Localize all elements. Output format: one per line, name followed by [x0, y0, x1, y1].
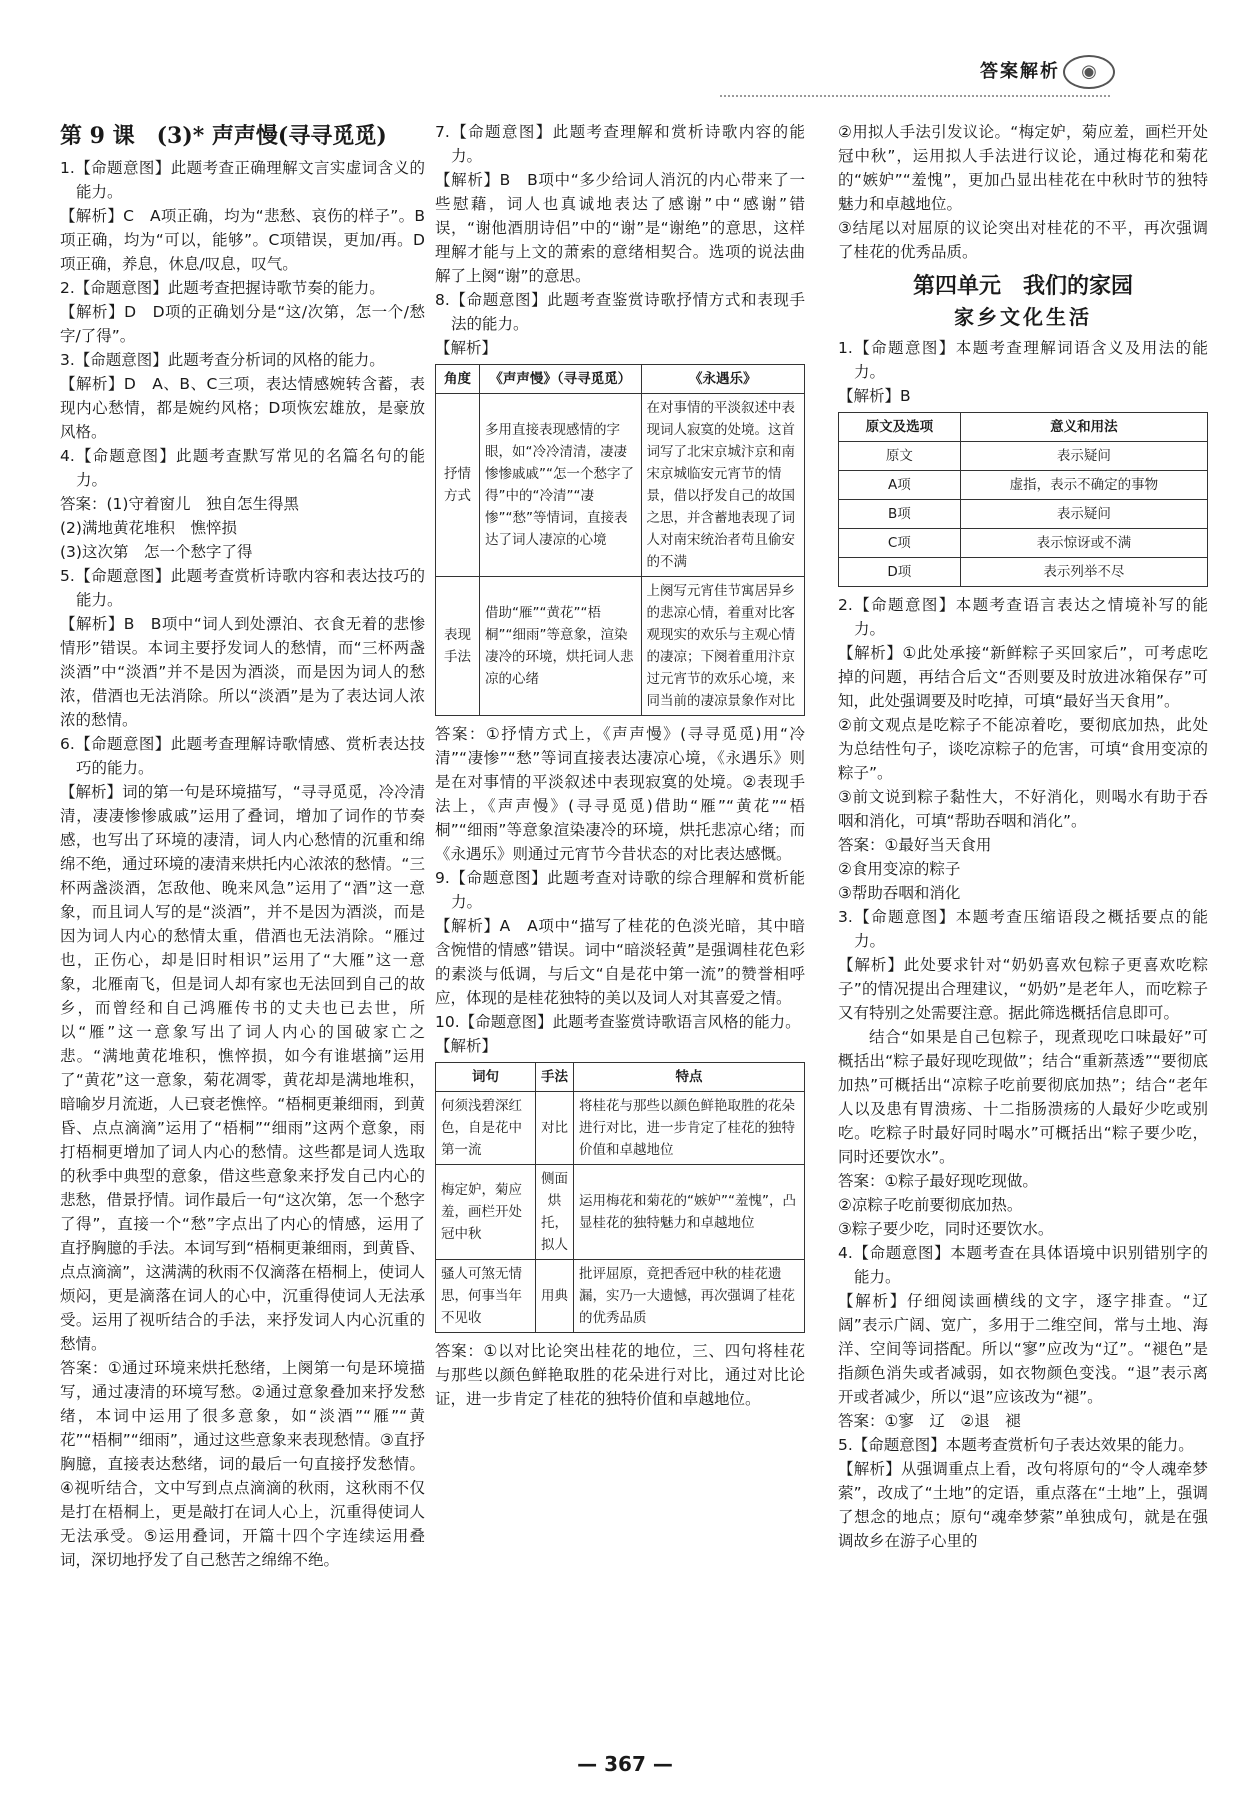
- table-cell: C项: [839, 529, 961, 558]
- table-row: [436, 1165, 805, 1260]
- text-paragraph: 答案：①抒情方式上，《声声慢》(寻寻觅觅)用“冷清”“凄惨”“愁”等词直接表达凄凉心境，《永遇乐》则是在对事情的平淡叙述中表现寂寞的处境。②表现手法上，《声声慢》(寻寻觅觅)借助“雁”“黄花”“梧桐”“细雨”等意象渲染凄冷的环境，烘托悲凉心绪；而《永遇乐》则通过元宵节今昔状态的对比表达感慨。: [435, 725, 805, 863]
- column-1: [60, 120, 425, 1572]
- table-header-cell: 词句: [436, 1063, 536, 1092]
- column-3: [838, 120, 1208, 1553]
- table-cell: D项: [839, 558, 961, 587]
- text-paragraph: 8.【命题意图】此题考查鉴赏诗歌抒情方式和表现手法的能力。: [435, 291, 805, 333]
- table-cell: 运用梅花和菊花的“嫉妒”“羞愧”，凸显桂花的独特魅力和卓越地位: [574, 1165, 805, 1260]
- text-paragraph: (2)满地黄花堆积 憔悴损: [60, 519, 237, 537]
- text-paragraph: 2.【命题意图】本题考查语言表达之情境补写的能力。: [838, 596, 1208, 638]
- lesson-title: 第 9 课 (3)* 声声慢(寻寻觅觅): [60, 123, 387, 149]
- text-paragraph: 2.【命题意图】此题考查把握诗歌节奏的能力。: [60, 279, 385, 297]
- text-paragraph: 答案：①以对比论突出桂花的地位，三、四句将桂花与那些以颜色鲜艳取胜的花朵进行对比，通过对比论证，进一步肯定了桂花的独特价值和卓越地位。: [435, 1342, 805, 1408]
- table-q8-body: [436, 394, 805, 716]
- text-paragraph: 9.【命题意图】此题考查对诗歌的综合理解和赏析能力。: [435, 869, 805, 911]
- text-paragraph: 答案：(1)守着窗儿 独自怎生得黑: [60, 495, 299, 513]
- unit-title: 第四单元 我们的家园: [912, 273, 1133, 299]
- table-cell: 抒情方式: [436, 394, 480, 577]
- table-cell: 上阕写元宵佳节寓居异乡的悲凉心情，着重对比客观现实的欢乐与主观心情的凄凉；下阕着重用汴京过元宵节的欢乐心境，来同当前的凄凉景象作对比: [641, 577, 805, 716]
- text-paragraph: 【解析】: [435, 339, 498, 357]
- text-paragraph: 【解析】B: [838, 387, 911, 405]
- text-paragraph: 7.【命题意图】此题考查理解和赏析诗歌内容的能力。: [435, 123, 805, 165]
- table-cell: 表示疑问: [960, 442, 1207, 471]
- text-paragraph: 【解析】B B项中“多少给词人消沉的内心带来了一些慰藉，词人也真诚地表达了感谢”中“感谢”错误，“谢他酒朋诗侣”中的“谢”是“谢绝”的意思，这样理解才能与上文的萧索的意绪相契合。选项的说法曲解了上阕“谢”的意思。: [435, 171, 805, 285]
- table-row: [839, 529, 1208, 558]
- table-row: [436, 577, 805, 716]
- table-q10-body: [436, 1092, 805, 1333]
- text-paragraph: 【解析】: [435, 1037, 498, 1055]
- table-unit-q1-body: [839, 442, 1208, 587]
- column-3-text-c: [838, 593, 1208, 1553]
- table-cell: 表现手法: [436, 577, 480, 716]
- table-cell: 骚人可煞无情思，何事当年不见收: [436, 1260, 536, 1333]
- column-2: [435, 120, 805, 1411]
- table-cell: 原文: [839, 442, 961, 471]
- column-2-text-c: [435, 1339, 805, 1411]
- table-header-cell: 原文及选项: [839, 413, 961, 442]
- table-header-cell: 角度: [436, 365, 480, 394]
- table-row: [839, 442, 1208, 471]
- text-paragraph: 【解析】从强调重点上看，改句将原句的“令人魂牵梦萦”，改成了“土地”的定语，重点落在“土地”上，强调了想念的地点；原句“魂牵梦萦”单独成句，就是在强调故乡在游子心里的: [838, 1460, 1208, 1550]
- text-paragraph: 【解析】B B项中“词人到处漂泊、衣食无着的悲惨情形”错误。本词主要抒发词人的愁情，而“三杯两盏淡酒”中“淡酒”并不是因为酒淡，而是因为词人的愁浓，借酒也无法消除。所以“淡酒”是为了表达词人浓浓的愁情。: [60, 615, 425, 729]
- table-cell: 批评屈原，竟把香冠中秋的桂花遗漏，实乃一大遗憾，再次强调了桂花的优秀品质: [574, 1260, 805, 1333]
- table-cell: 借助“雁”“黄花”“梧桐”“细雨”等意象，渲染凄冷的环境，烘托词人悲凉的心绪: [480, 577, 642, 716]
- table-cell: 将桂花与那些以颜色鲜艳取胜的花朵进行对比，进一步肯定了桂花的独特价值和卓越地位: [574, 1092, 805, 1165]
- table-row: [839, 471, 1208, 500]
- text-paragraph: 答案：①通过环境来烘托愁绪，上阕第一句是环境描写，通过凄清的环境写愁。②通过意象叠加来抒发愁绪，本词中运用了很多意象，如“淡酒”“雁”“黄花”“梧桐”“细雨”，通过这些意象来表现愁情。③直抒胸臆，直接表达愁绪，词的最后一句直接抒发愁情。④视听结合，文中写到点点滴滴的秋雨，这秋雨不仅是打在梧桐上，更是敲打在词人心上，沉重得使词人无法承受。⑤运用叠词，开篇十四个字连续运用叠词，深切地抒发了自己愁苦之绵绵不绝。: [60, 1359, 425, 1569]
- text-paragraph: 1.【命题意图】此题考查正确理解文言实虚词含义的能力。: [60, 159, 425, 201]
- text-paragraph: ②食用变凉的粽子: [838, 860, 961, 878]
- column-3-text-b: [838, 336, 1208, 408]
- table-row: [436, 1260, 805, 1333]
- table-row: [436, 1092, 805, 1165]
- text-paragraph: ②凉粽子吃前要彻底加热。: [838, 1196, 1023, 1214]
- text-paragraph: 10.【命题意图】此题考查鉴赏诗歌语言风格的能力。: [435, 1013, 801, 1031]
- text-paragraph: ②用拟人手法引发议论。“梅定妒，菊应羞，画栏开处冠中秋”，运用拟人手法进行议论，通过梅花和菊花的“嫉妒”“羞愧”，更加凸显出桂花在中秋时节的独特魅力和卓越地位。: [838, 123, 1208, 213]
- text-paragraph: 【解析】词的第一句是环境描写，“寻寻觅觅，冷冷清清，凄凄惨惨戚戚”运用了叠词，增加了词作的节奏感，也写出了环境的凄清，词人内心愁情的沉重和绵绵不绝，通过环境的凄清来烘托内心浓浓的愁情。“三杯两盏淡酒，怎敌他、晚来风急”运用了“酒”这一意象，而且词人写的是“淡酒”，并不是因为酒淡，而是因为词人内心的愁情太重，借酒也无法消除。“雁过也，正伤心，却是旧时相识”运用了“大雁”这一意象，北雁南飞，但是词人却有家也无法回到自己的故乡，而曾经和自己鸿雁传书的丈夫也已去世，所以“雁”这一意象写出了词人内心的国破家亡之悲。“满地黄花堆积，憔悴损，如今有谁堪摘”运用了“黄花”这一意象，菊花凋零，黄花却是满地堆积，暗喻岁月流逝，人已衰老憔悴。“梧桐更兼细雨，到黄昏、点点滴滴”运用了“梧桐”“细雨”这两个意象，雨打梧桐更增加了词人内心的愁情。这些都是词人选取的秋季中典型的意象，借这些意象来抒发自己内心的悲愁，借景抒情。词作最后一句“这次第，怎一个愁字了得”，直接一个“愁”字点出了内心的情感，运用了直抒胸臆的手法。本词写到“梧桐更兼细雨，到黄昏、点点滴滴”，这满满的秋雨不仅滴落在梧桐上，使词人烦闷，更是滴落在词人的心中，沉重得使词人无法承受。运用了视听结合的手法，来抒发词人内心沉重的愁情。: [60, 783, 425, 1353]
- table-cell: 侧面烘托，拟人: [536, 1165, 574, 1260]
- table-row: [839, 558, 1208, 587]
- header-rule: [720, 95, 1110, 97]
- column-1-text: [60, 156, 425, 1572]
- text-paragraph: (3)这次第 怎一个愁字了得: [60, 543, 253, 561]
- table-header-cell: 手法: [536, 1063, 574, 1092]
- text-paragraph: 【解析】①此处承接“新鲜粽子买回家后”，可考虑吃掉的问题，再结合后文“否则要及时放进冰箱保存”可知，此处强调要及时吃掉，可填“最好当天食用”。: [838, 644, 1208, 710]
- table-cell: 多用直接表现感情的字眼，如“冷冷清清，凄凄惨惨戚戚”“怎一个愁字了得”中的“冷清”“凄惨”“愁”等情词，直接表达了词人凄凉的心境: [480, 394, 642, 577]
- text-paragraph: ②前文观点是吃粽子不能凉着吃，要彻底加热，此处为总结性句子，谈吃凉粽子的危害，可填“食用变凉的粽子”。: [838, 716, 1208, 782]
- text-paragraph: 【解析】D A、B、C三项，表达情感婉转含蓄，表现内心愁情，都是婉约风格；D项恢宏雄放，是豪放风格。: [60, 375, 425, 441]
- table-cell: 表示列举不尽: [960, 558, 1207, 587]
- text-paragraph: ③前文说到粽子黏性大，不好消化，则喝水有助于吞咽和消化，可填“帮助吞咽和消化”。: [838, 788, 1208, 830]
- text-paragraph: 【解析】D D项的正确划分是“这/次第，怎一个/愁字/了得”。: [60, 303, 425, 345]
- text-paragraph: 6.【命题意图】此题考查理解诗歌情感、赏析表达技巧的能力。: [60, 735, 425, 777]
- table-cell: 在对事情的平淡叙述中表现词人寂寞的处境。这首词写了北宋京城汴京和南宋京城临安元宵节的情景，借以抒发自己的故国之思，并含蓄地表现了词人对南宋统治者苟且偷安的不满: [641, 394, 805, 577]
- text-paragraph: 答案：①寥 辽 ②退 褪: [838, 1412, 1021, 1430]
- table-q8-header: [436, 365, 805, 394]
- text-paragraph: 【解析】A A项中“描写了桂花的色淡光暗，其中暗含惋惜的情感”错误。词中“暗淡轻黄”是强调桂花色彩的素淡与低调，与后文“自是花中第一流”的赞誉相呼应，体现的是桂花独特的美以及词人对其喜爱之情。: [435, 917, 805, 1007]
- text-paragraph: 答案：①最好当天食用: [838, 836, 992, 854]
- text-paragraph: 3.【命题意图】本题考查压缩语段之概括要点的能力。: [838, 908, 1208, 950]
- table-q8: [435, 364, 805, 716]
- table-header-cell: 《永遇乐》: [641, 365, 805, 394]
- text-paragraph: 5.【命题意图】本题考查赏析句子表达效果的能力。: [838, 1436, 1194, 1454]
- table-row: [436, 394, 805, 577]
- table-cell: 对比: [536, 1092, 574, 1165]
- table-cell: 虚指，表示不确定的事物: [960, 471, 1207, 500]
- table-row: [839, 500, 1208, 529]
- page-header: [40, 40, 1210, 100]
- table-q10-header: [436, 1063, 805, 1092]
- unit-subtitle: 家乡文化生活: [954, 305, 1092, 329]
- text-paragraph: 4.【命题意图】本题考查在具体语境中识别错别字的能力。: [838, 1244, 1208, 1286]
- table-cell: B项: [839, 500, 961, 529]
- table-cell: 梅定妒，菊应羞，画栏开处冠中秋: [436, 1165, 536, 1260]
- header-title: 答案解析: [980, 61, 1060, 82]
- text-paragraph: 4.【命题意图】此题考查默写常见的名篇名句的能力。: [60, 447, 425, 489]
- text-paragraph: 3.【命题意图】此题考查分析词的风格的能力。: [60, 351, 385, 369]
- table-unit-q1: [838, 412, 1208, 587]
- column-2-text-a: [435, 120, 805, 360]
- text-paragraph: ③粽子要少吃，同时还要饮水。: [838, 1220, 1054, 1238]
- table-unit-q1-header: [839, 413, 1208, 442]
- text-paragraph: 结合“如果是自己包粽子，现煮现吃口味最好”可概括出“粽子最好现吃现做”；结合“重新蒸透”“要彻底加热”可概括出“凉粽子吃前要彻底加热”；结合“老年人以及患有胃溃疡、十二指肠溃疡的人最好少吃或别吃。吃粽子时最好同时喝水”可概括出“粽子要少吃，同时还要饮水”。: [838, 1028, 1208, 1166]
- text-paragraph: 答案：①粽子最好现吃现做。: [838, 1172, 1038, 1190]
- text-paragraph: 5.【命题意图】此题考查赏析诗歌内容和表达技巧的能力。: [60, 567, 425, 609]
- table-cell: 表示惊讶或不满: [960, 529, 1207, 558]
- column-3-text-a: [838, 120, 1208, 264]
- text-paragraph: 【解析】C A项正确，均为“悲愁、哀伤的样子”。B项正确，均为“可以，能够”。C项错误，更加/再。D项正确，养息，休息/叹息，叹气。: [60, 207, 425, 273]
- text-paragraph: 【解析】此处要求针对“奶奶喜欢包粽子更喜欢吃粽子”的情况提出合理建议，“奶奶”是老年人，而吃粽子又有特别之处需要注意。据此筛选概括信息即可。: [838, 956, 1208, 1022]
- text-paragraph: 【解析】仔细阅读画横线的文字，逐字排查。“辽阔”表示广阔、宽广，多用于二维空间，常与土地、海洋、空间等词搭配。所以“寥”应改为“辽”。“褪色”是指颜色消失或者减弱，如衣物颜色变浅。“退”表示离开或者减少，所以“退”应该改为“褪”。: [838, 1292, 1208, 1406]
- table-header-cell: 特点: [574, 1063, 805, 1092]
- page-number: — 367 —: [577, 1752, 673, 1776]
- eye-logo-icon: ◉: [1063, 55, 1115, 89]
- text-paragraph: ③结尾以对屈原的议论突出对桂花的不平，再次强调了桂花的优秀品质。: [838, 219, 1208, 261]
- text-paragraph: 1.【命题意图】本题考查理解词语含义及用法的能力。: [838, 339, 1208, 381]
- table-header-cell: 意义和用法: [960, 413, 1207, 442]
- table-cell: A项: [839, 471, 961, 500]
- table-header-cell: 《声声慢》（寻寻觅觅）: [480, 365, 642, 394]
- table-cell: 何须浅碧深红色，自是花中第一流: [436, 1092, 536, 1165]
- table-q10: [435, 1062, 805, 1333]
- table-cell: 用典: [536, 1260, 574, 1333]
- table-cell: 表示疑问: [960, 500, 1207, 529]
- column-2-text-b: [435, 722, 805, 1058]
- text-paragraph: ③帮助吞咽和消化: [838, 884, 961, 902]
